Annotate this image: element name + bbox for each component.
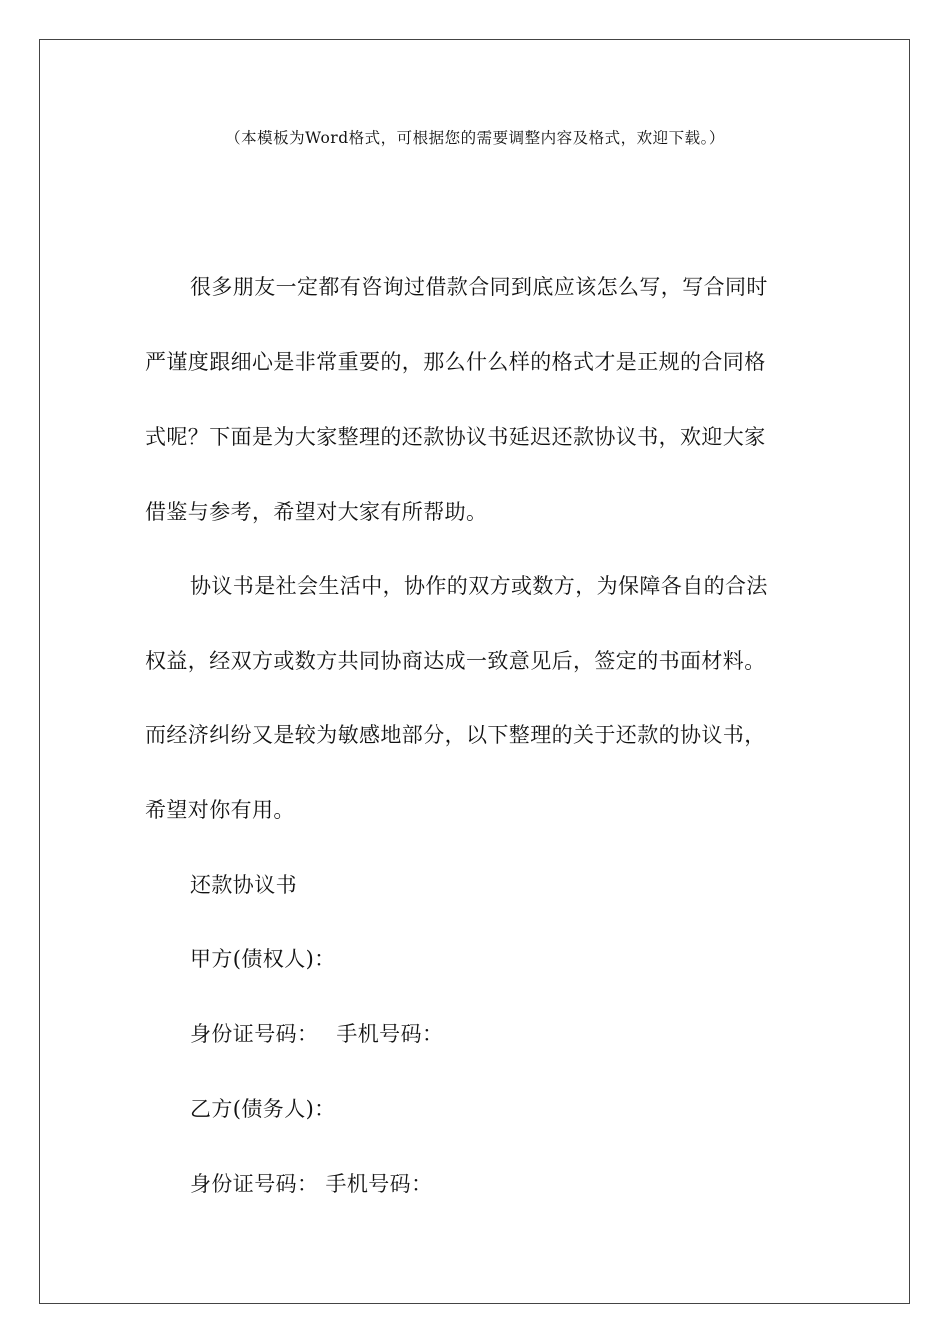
party-a-id-phone: 身份证号码： 手机号码： [190,1022,444,1046]
paragraph-1-line-3: 式呢？下面是为大家整理的还款协议书延迟还款协议书，欢迎大家 [145,425,766,449]
paragraph-2-line-2: 权益，经双方或数方共同协商达成一致意见后，签定的书面材料。 [145,649,766,673]
paragraph-1-line-4: 借鉴与参考，希望对大家有所帮助。 [145,500,488,524]
paragraph-2-line-3: 而经济纠纷又是较为敏感地部分，以下整理的关于还款的协议书， [145,723,766,747]
paragraph-1-line-1: 很多朋友一定都有咨询过借款合同到底应该怎么写，写合同时 [190,275,768,299]
party-a-label: 甲方(债权人)： [190,947,336,971]
paragraph-2-line-4: 希望对你有用。 [145,798,295,822]
paragraph-2-line-1: 协议书是社会生活中，协作的双方或数方，为保障各自的合法 [190,574,768,598]
template-note: （本模板为Word格式，可根据您的需要调整内容及格式，欢迎下载。） [225,129,725,147]
party-b-label: 乙方(债务人)： [190,1097,336,1121]
party-b-id-phone: 身份证号码： 手机号码： [190,1172,433,1196]
agreement-title: 还款协议书 [190,873,297,897]
paragraph-1-line-2: 严谨度跟细心是非常重要的，那么什么样的格式才是正规的合同格 [145,350,766,374]
